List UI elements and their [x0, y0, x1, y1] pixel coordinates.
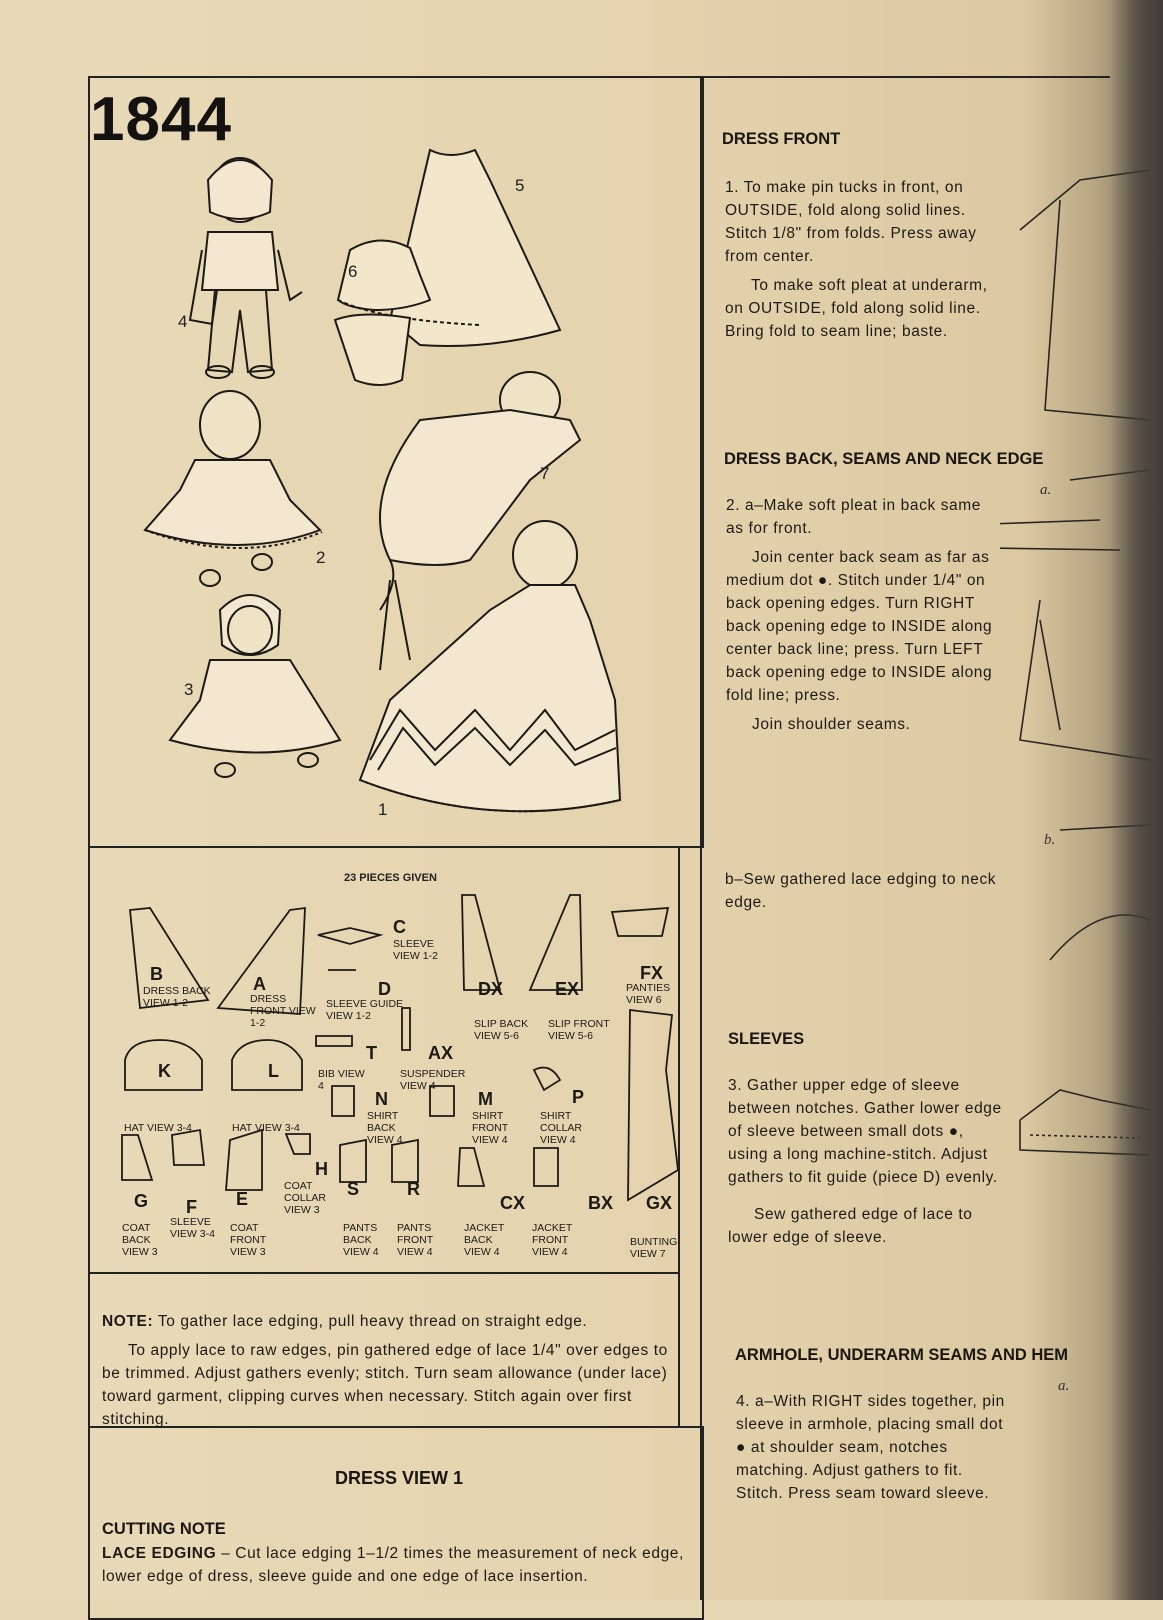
dress-front-pleat: To make soft pleat at underarm, on OUTSIDE, fold along solid line. Bring fold to seam line; baste. [725, 277, 988, 340]
piece-a: A [253, 974, 266, 994]
piece-p: P [572, 1087, 585, 1107]
piece-bx-label: JACKET FRONT VIEW 4 [532, 1222, 573, 1258]
piece-b-label: DRESS BACK VIEW 1-2 [143, 985, 211, 1009]
sleeves-step-3: 3. Gather upper edge of sleeve between notches. Gather lower edge of sleeve between small dots ●, using a long machine-stitch. Adjust gathers to fit guide (piece D) evenly. [728, 1077, 1002, 1186]
dress-back-step-2b: b–Sew gathered lace edging to neck edge. [725, 871, 997, 911]
piece-r: R [407, 1179, 420, 1199]
piece-n: N [375, 1089, 388, 1109]
column-divider [700, 76, 702, 1600]
pattern-number: 1844 [90, 85, 232, 154]
top-rule [700, 76, 1110, 78]
cutting-note-heading: CUTTING NOTE [102, 1520, 226, 1538]
piece-ex-label: SLIP FRONT VIEW 5-6 [548, 1018, 610, 1042]
piece-d-label: SLEEVE GUIDE VIEW 1-2 [326, 998, 404, 1022]
piece-d: D [378, 979, 391, 999]
piece-ex: EX [555, 979, 580, 999]
piece-l: L [268, 1061, 279, 1081]
piece-a-label: DRESS FRONT VIEW 1-2 [250, 993, 316, 1029]
sleeves-lace: Sew gathered edge of lace to lower edge of sleeve. [728, 1206, 973, 1246]
piece-ax: AX [428, 1043, 454, 1063]
doll-views-illustration [90, 140, 700, 840]
dress-back-shoulder: Join shoulder seams. [752, 716, 911, 733]
dress-back-center-seam: Join center back seam as far as medium dot ●. Stitch under 1/4" on back opening edges. Turn RIGHT back opening edge to INSIDE along center back line; press. Turn LEFT back opening edge to INSIDE along fold line; press. [726, 549, 993, 704]
dress-front-text [725, 176, 1000, 349]
note-line-1: To gather lace edging, pull heavy thread on straight edge. [157, 1313, 588, 1330]
lace-edging-text [102, 1542, 692, 1598]
dress-back-heading: DRESS BACK, SEAMS AND NECK EDGE [724, 450, 1044, 468]
view-4-figure [190, 158, 302, 378]
piece-p-label: SHIRT COLLAR VIEW 4 [540, 1110, 583, 1146]
note-line-2: To apply lace to raw edges, pin gathered edge of lace 1/4" over edges to be trimmed. Adjust gathers evenly; stitch. Turn seam allowance (under lace) toward garment, clipping curves when necessary. Stitch again over first stitching. [102, 1342, 668, 1428]
piece-n-label: SHIRT BACK VIEW 4 [367, 1110, 403, 1146]
piece-s: S [347, 1179, 360, 1199]
view-3-figure [170, 595, 340, 777]
piece-c-label: SLEEVE VIEW 1-2 [393, 938, 438, 962]
piece-e-label: COAT FRONT VIEW 3 [230, 1222, 266, 1258]
piece-bx: BX [588, 1193, 614, 1213]
page-shadow-edge [1110, 0, 1163, 1600]
piece-l-label: HAT VIEW 3-4 [232, 1122, 300, 1134]
view-label-7: 7 [540, 464, 550, 483]
piece-m: M [478, 1089, 493, 1109]
piece-f: F [186, 1197, 197, 1217]
view-label-2: 2 [316, 548, 326, 567]
piece-dx: DX [478, 979, 504, 999]
piece-b: B [150, 964, 163, 984]
piece-s-label: PANTS BACK VIEW 4 [343, 1222, 379, 1258]
piece-dx-label: SLIP BACK VIEW 5-6 [474, 1018, 529, 1042]
piece-g: G [134, 1191, 149, 1211]
piece-m-label: SHIRT FRONT VIEW 4 [472, 1110, 508, 1146]
piece-h: H [315, 1159, 328, 1179]
diagram-label-a-bottom: a. [1058, 1378, 1070, 1394]
piece-t-label: BIB VIEW 4 [318, 1068, 365, 1092]
piece-gx-label: BUNTING VIEW 7 [630, 1236, 678, 1260]
piece-cx-label: JACKET BACK VIEW 4 [464, 1222, 505, 1258]
view-label-1: 1 [378, 800, 388, 819]
piece-f-label: SLEEVE VIEW 3-4 [170, 1216, 215, 1240]
piece-e: E [236, 1189, 249, 1209]
piece-cx: CX [500, 1193, 526, 1213]
armhole-step-4a: 4. a–With RIGHT sides together, pin sleeve in armhole, placing small dot ● at shoulder seam, notches matching. Adjust gathers to fit. Stitch. Press seam toward sleeve. [736, 1393, 1005, 1502]
view-1-figure [360, 521, 620, 811]
dress-back-step-2a: 2. a–Make soft pleat in back same as for front. [726, 497, 982, 537]
view-label-3: 3 [184, 680, 194, 699]
dress-view-1-title: DRESS VIEW 1 [335, 1468, 464, 1488]
dress-front-step-1: 1. To make pin tucks in front, on OUTSIDE, fold along solid lines. Stitch 1/8" from folds. Press away from center. [725, 179, 977, 265]
view-2-figure [145, 391, 322, 586]
view-5-6-figures [335, 150, 560, 385]
diagram-label-b: b. [1044, 832, 1056, 848]
diagram-label-a-top: a. [1040, 482, 1052, 498]
dress-back-text [726, 494, 1001, 742]
note-label: NOTE: [102, 1313, 154, 1330]
sleeves-heading: SLEEVES [728, 1030, 805, 1048]
piece-g-label: COAT BACK VIEW 3 [122, 1222, 158, 1258]
piece-r-label: PANTS FRONT VIEW 4 [397, 1222, 433, 1258]
piece-fx-label: PANTIES VIEW 6 [626, 982, 671, 1006]
lace-edging-label: LACE EDGING [102, 1545, 217, 1562]
dress-front-heading: DRESS FRONT [722, 130, 841, 148]
pieces-given-title: 23 PIECES GIVEN [344, 872, 437, 884]
piece-h-label: COAT COLLAR VIEW 3 [284, 1180, 327, 1216]
piece-shapes [90, 890, 680, 1270]
note-block [102, 1310, 682, 1437]
lace-edging-body: – Cut lace edging 1–1/2 times the measurement of neck edge, lower edge of dress, sleeve guide and one edge of lace insertion. [102, 1545, 684, 1585]
view-label-4: 4 [178, 312, 188, 331]
piece-t: T [366, 1043, 377, 1063]
piece-gx: GX [646, 1193, 673, 1213]
view-label-6: 6 [348, 262, 358, 281]
piece-k: K [158, 1061, 171, 1081]
view-label-5: 5 [515, 176, 525, 195]
piece-k-label: HAT VIEW 3-4 [124, 1122, 192, 1134]
sleeves-text [728, 1074, 1006, 1255]
piece-c: C [393, 917, 406, 937]
piece-ax-label: SUSPENDER VIEW 4 [400, 1068, 466, 1092]
armhole-heading: ARMHOLE, UNDERARM SEAMS AND HEM [735, 1346, 1069, 1364]
piece-fx: FX [640, 963, 664, 983]
